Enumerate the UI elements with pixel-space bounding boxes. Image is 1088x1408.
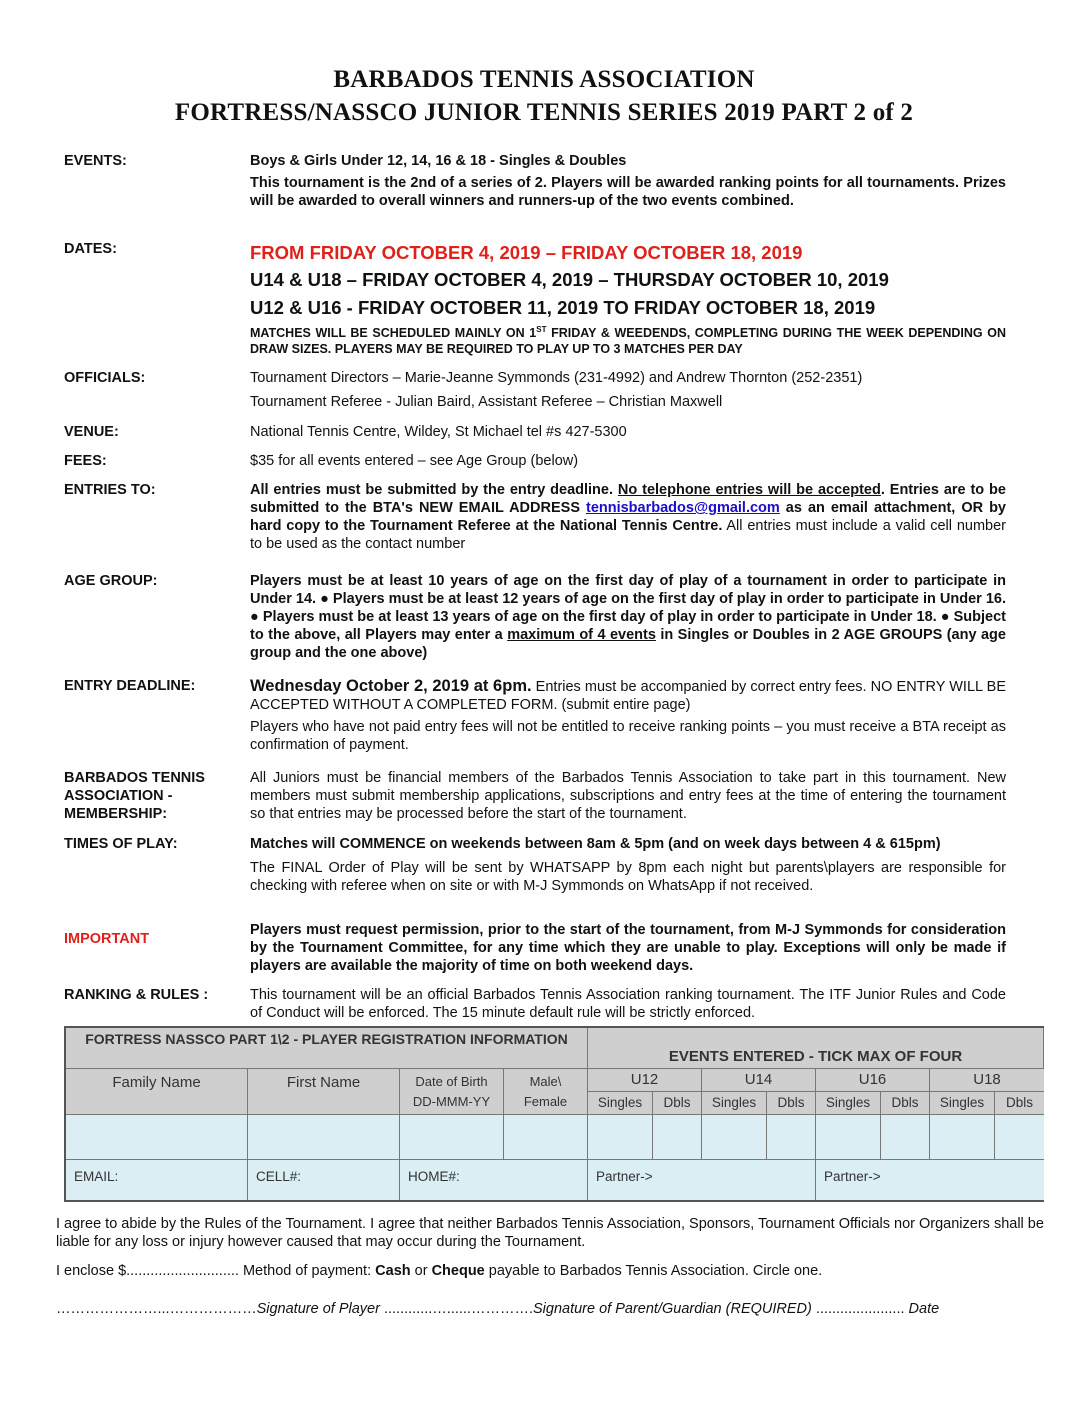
first-name-input[interactable]: [248, 1115, 400, 1160]
fees-text: $35 for all events entered – see Age Group (below): [250, 453, 579, 469]
u16-dbls-header: Dbls: [881, 1092, 930, 1115]
officials-directors: Tournament Directors – Marie-Jeanne Symmonds (231-4992) and Andrew Thornton (252-2351): [250, 370, 863, 386]
registration-table: [64, 1026, 1044, 1202]
partner-field-1[interactable]: Partner->: [588, 1160, 816, 1200]
home-field[interactable]: HOME#:: [400, 1160, 588, 1200]
u14-singles-header: Singles: [702, 1092, 767, 1115]
u12-singles-header: Singles: [588, 1092, 653, 1115]
signature-line: …………………...………………Signature of Player ............…......………….Signature of Parent/Guardian (REQUIRED) ...................... Date: [56, 1301, 940, 1317]
email-field[interactable]: EMAIL:: [66, 1160, 248, 1200]
dates-u14-u18: U14 & U18 – FRIDAY OCTOBER 4, 2019 – THURSDAY OCTOBER 10, 2019: [250, 269, 889, 290]
times-commence: Matches will COMMENCE on weekends between 8am & 5pm (and on week days between 4 & 615pm): [250, 836, 941, 852]
entries-text: All entries must be submitted by the entry deadline. No telephone entries will be accepted. Entries are to be submitted to the BTA's NEW EMAIL ADDRESS tennisbarbados@gmail.com as an email attachment, OR by hard copy to the Tournament Referee at the National Tennis Centre. All entries must include a valid cell number to be used as the contact number: [250, 482, 1006, 552]
venue-label: VENUE:: [64, 424, 119, 440]
family-name-input[interactable]: [66, 1115, 248, 1160]
events-line2: This tournament is the 2nd of a series of 2. Players will be awarded ranking points for all tournaments. Prizes will be awarded to overall winners and runners-up of the two events combined.: [250, 175, 1006, 209]
age-group-text: Players must be at least 10 years of age on the first day of play of a tournament in order to participate in Under 14. ● Players must be at least 12 years of age on the first day of play in order to participate in Under 16. ● Players must be at least 13 years of age on the first day of play in order to participate in Under 18. ● Subject to the above, all Players may enter a maximum of 4 events in Singles or Doubles in 2 AGE GROUPS (any age group and the one above): [250, 573, 1006, 661]
dob-header: Date of Birth DD-MMM-YY: [400, 1069, 504, 1115]
u16-dbls-checkbox[interactable]: [881, 1115, 930, 1160]
important-label: IMPORTANT: [64, 931, 150, 947]
ranking-text: This tournament will be an official Barbados Tennis Association ranking tournament. The ITF Junior Rules and Code of Conduct will be enforced. The 15 minute default rule will be strictly enforced.: [250, 987, 1006, 1021]
partner-field-2[interactable]: Partner->: [816, 1160, 1044, 1200]
dates-label: DATES:: [64, 241, 117, 257]
signature-player-label: Signature of Player: [256, 1301, 380, 1317]
membership-label: BARBADOS TENNIS ASSOCIATION - MEMBERSHIP:: [64, 770, 205, 822]
document-title: BARBADOS TENNIS ASSOCIATION: [333, 66, 755, 93]
u16-singles-header: Singles: [816, 1092, 881, 1115]
u18-singles-header: Singles: [930, 1092, 995, 1115]
entries-label: ENTRIES TO:: [64, 482, 156, 498]
agreement-text: I agree to abide by the Rules of the Tournament. I agree that neither Barbados Tennis Association, Sponsors, Tournament Officials nor Organizers shall be liable for any loss or injury however caused that may occur during the Tournament.: [56, 1216, 1044, 1250]
events-label: EVENTS:: [64, 153, 127, 169]
officials-label: OFFICIALS:: [64, 370, 146, 386]
u14-dbls-header: Dbls: [767, 1092, 816, 1115]
entry-deadline-text: Wednesday October 2, 2019 at 6pm. Entries must be accompanied by correct entry fees. NO ENTRY WILL BE ACCEPTED WITHOUT A COMPLETED FORM. (submit entire page): [250, 677, 1006, 713]
dates-u12-u16: U12 & U16 - FRIDAY OCTOBER 11, 2019 TO FRIDAY OCTOBER 18, 2019: [250, 297, 876, 318]
signature-date-label: Date: [904, 1301, 940, 1317]
u14-singles-checkbox[interactable]: [702, 1115, 767, 1160]
u18-singles-checkbox[interactable]: [930, 1115, 995, 1160]
u16-header: U16: [816, 1069, 930, 1092]
sex-input[interactable]: [504, 1115, 588, 1160]
events-line1: Boys & Girls Under 12, 14, 16 & 18 - Singles & Doubles: [250, 153, 627, 169]
document-subtitle: FORTRESS/NASSCO JUNIOR TENNIS SERIES 2019 PART 2 of 2: [174, 99, 914, 126]
times-order-of-play: The FINAL Order of Play will be sent by WHATSAPP by 8pm each night but parents\players are responsible for checking with referee when on site or with M-J Symmonds on WhatsApp if not received.: [250, 860, 1006, 894]
cell-field[interactable]: CELL#:: [248, 1160, 400, 1200]
ranking-label: RANKING & RULES :: [64, 987, 209, 1003]
u16-singles-checkbox[interactable]: [816, 1115, 881, 1160]
fees-label: FEES:: [64, 453, 107, 469]
dates-schedule-note: MATCHES WILL BE SCHEDULED MAINLY ON 1ST FRIDAY & WEEDENDS, COMPLETING DURING THE WEEK DEPENDING ON DRAW SIZES. PLAYERS MAY BE REQUIRED TO PLAY UP TO 3 MATCHES PER DAY: [250, 325, 1007, 357]
first-name-header: First Name: [248, 1069, 400, 1115]
times-label: TIMES OF PLAY:: [64, 836, 178, 852]
events-entered-title: EVENTS ENTERED - TICK MAX OF FOUR: [588, 1028, 1044, 1069]
registration-title: FORTRESS NASSCO PART 1\2 - PLAYER REGISTRATION INFORMATION: [66, 1028, 588, 1069]
important-text: Players must request permission, prior to the start of the tournament, from M-J Symmonds for consideration by the Tournament Committee, for any time which they are unable to play. Exceptions will only be made if players are available the majority of time on both weekend days.: [250, 922, 1006, 974]
membership-text: All Juniors must be financial members of the Barbados Tennis Association to take part in this tournament. New members must submit membership applications, subscriptions and entry fees at the time of entering the tournament so that entries may be processed before the start of the tournament.: [250, 770, 1006, 822]
u14-header: U14: [702, 1069, 816, 1092]
entry-deadline-label: ENTRY DEADLINE:: [64, 678, 196, 694]
u18-dbls-header: Dbls: [995, 1092, 1044, 1115]
entries-email-link[interactable]: tennisbarbados@gmail.com: [585, 500, 780, 516]
dates-range: FROM FRIDAY OCTOBER 4, 2019 – FRIDAY OCTOBER 18, 2019: [250, 242, 803, 263]
u18-dbls-checkbox[interactable]: [995, 1115, 1044, 1160]
age-group-label: AGE GROUP:: [64, 573, 158, 589]
u12-header: U12: [588, 1069, 702, 1092]
officials-referee: Tournament Referee - Julian Baird, Assistant Referee – Christian Maxwell: [250, 394, 723, 410]
u12-dbls-header: Dbls: [653, 1092, 702, 1115]
dob-input[interactable]: [400, 1115, 504, 1160]
sex-header: Male\ Female: [504, 1069, 588, 1115]
u12-dbls-checkbox[interactable]: [653, 1115, 702, 1160]
signature-parent-label: Signature of Parent/Guardian (REQUIRED): [533, 1301, 812, 1317]
u14-dbls-checkbox[interactable]: [767, 1115, 816, 1160]
u12-singles-checkbox[interactable]: [588, 1115, 653, 1160]
venue-text: National Tennis Centre, Wildey, St Michael tel #s 427-5300: [250, 424, 627, 440]
family-name-header: Family Name: [66, 1069, 248, 1115]
payment-line: I enclose $............................ Method of payment: Cash or Cheque payable to Barbados Tennis Association. Circle one.: [56, 1263, 823, 1279]
entry-deadline-note: Players who have not paid entry fees will not be entitled to receive ranking points – you must receive a BTA receipt as confirmation of payment.: [250, 719, 1006, 753]
u18-header: U18: [930, 1069, 1044, 1092]
